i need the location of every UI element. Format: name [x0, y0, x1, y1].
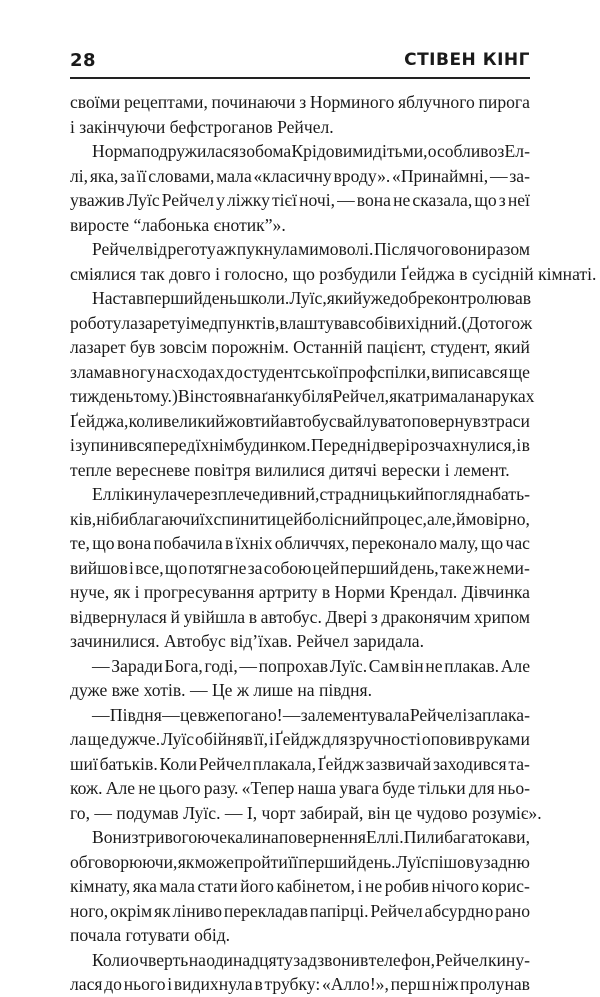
page-number: 28	[70, 50, 97, 71]
text-line: шиї батьків. Коли Рейчел плакала, Ґейдж зазвичай заходився та-	[70, 753, 530, 774]
text-line: — Заради Бога, годі, — попрохав Луїс. Сам він не плакав. Але	[92, 655, 530, 676]
text-line: — Півдня — це вже погано! — залементувала Рейчел і заплака-	[92, 704, 530, 725]
text-line: дуже вже хотів. — Це ж лише на півдня.	[70, 680, 373, 700]
text-line: тиждень тому.) Він стояв на ґанку біля Рейчел, яка тримала на руках	[70, 386, 535, 406]
text-line: своїми рецептами, починаючи з Норминого яблучного пирога	[70, 92, 530, 112]
body-text	[70, 90, 597, 997]
text-line: уважив Луїс Рейчел у ліжку тієї ночі, — вона не сказала, що з неї	[70, 190, 530, 210]
text-line: Настав перший день школи. Луїс, який уже добре контролював	[92, 288, 532, 308]
text-line: те, що вона побачила в їхніх обличчях, переконало малу, що час	[70, 533, 530, 553]
text-line: почала готувати обід.	[70, 925, 231, 945]
text-line: нуче, як і прогресування артриту в Норми Крендал. Дівчинка	[70, 582, 530, 602]
text-line: Рейчел від реготу аж пукнула мимоволі. Після чого вони разом	[92, 239, 530, 259]
text-line: зачинилися. Автобус від’їхав. Рейчел заридала.	[70, 631, 425, 651]
text-line: ків, ніби благаючи їх спинити цей болісний процес, але, ймовірно,	[70, 508, 530, 529]
text-line: го, — подумав Луїс. — І, чорт забирай, він це чудово розуміє».	[70, 802, 542, 823]
text-line: Вони з тривогою чекали на повернення Еллі. Пили багато кави,	[92, 827, 530, 847]
text-line: сміялися так довго і голосно, що розбудили Ґейджа в сусідній кімнаті.	[70, 263, 597, 284]
text-line: лася до нього і видихнула в трубку: «Алло!», перш ніж пролунав	[70, 974, 530, 994]
text-line: лазарет був зовсім порожнім. Останній пацієнт, студент, який	[70, 337, 530, 357]
text-line: ла ще дужче. Луїс обійняв її, і Ґейдж для зручності оповив руками	[70, 729, 530, 749]
text-line: обговорюючи, як може пройти її перший день. Луїс пішов у задню	[70, 851, 530, 872]
text-line: зламав ногу на сходах до студентської профспілки, виписався ще	[70, 361, 530, 382]
text-line: Ґейджа, коли великий жовтий автобус вайлувато повернув з траси	[70, 410, 530, 431]
text-line: кож. Але не цього разу. «Тепер наша увага буде тільки для ньо-	[70, 778, 530, 798]
text-line: кімнату, яка мала стати його кабінетом, і не робив нічого корис-	[70, 876, 530, 896]
text-line: роботу лазарету і медпунктів, влаштував собі вихідний. (До того ж	[70, 312, 533, 333]
page-header	[70, 46, 530, 76]
text-line: тепле вересневе повітря вилилися дитячі верески і лемент.	[70, 459, 510, 480]
text-line: і зупинився перед їхнім будинком. Передні двері розчахнулися, і в	[70, 435, 530, 455]
text-line: вийшов і все, що потягне за собою цей перший день, таке ж неми-	[70, 557, 530, 578]
text-line: відвернулася й увійшла в автобус. Двері з драконячим хрипом	[70, 606, 530, 627]
text-line: Еллі кинула через плече дивний, страдницький погляд на бать-	[92, 484, 530, 504]
text-line: лі, яка, за її словами, мала «класичну вроду». «Принаймні, — за-	[70, 165, 530, 186]
text-line: Коли о чверть на одинадцяту задзвонив телефон, Рейчел кину-	[92, 949, 530, 970]
running-title: СТІВЕН КІНГ	[404, 50, 530, 70]
text-line: Норма подружилася з обома Крідовими дітьми, особливо з Ел-	[92, 141, 530, 161]
header-rule	[70, 77, 530, 79]
text-line: виросте “лабонька єнотик”».	[70, 214, 286, 235]
text-line: і закінчуючи бефстроганов Рейчел.	[70, 116, 334, 137]
text-line: ного, окрім як ліниво перекладав папірці. Рейчел абсурдно рано	[70, 900, 530, 921]
